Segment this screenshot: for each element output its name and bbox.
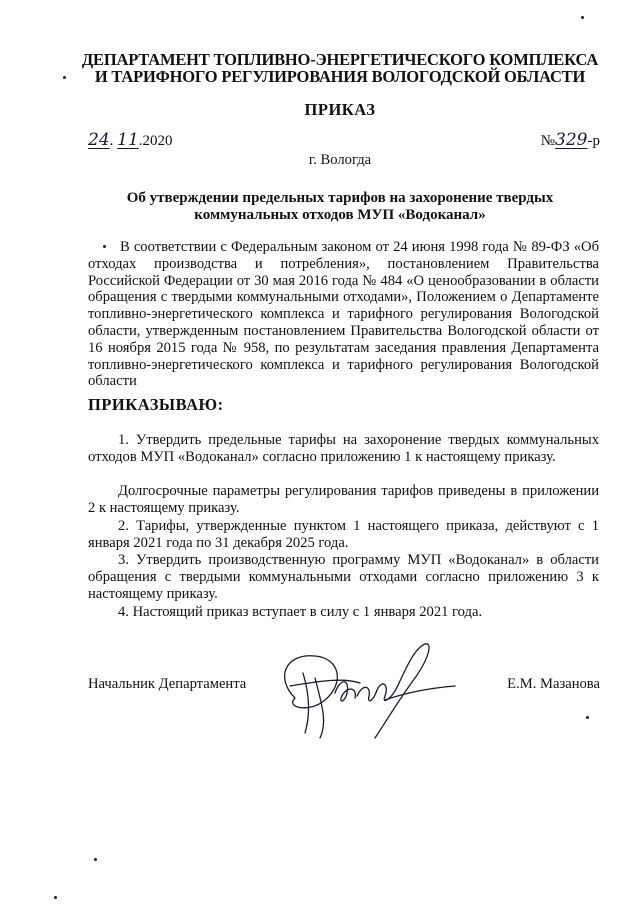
scan-speck: [103, 245, 106, 248]
city: г. Вологда: [308, 152, 372, 168]
order-item-1: 1. Утвердить предельные тарифы на захоронение твердых коммунальных отходов МУП «Водоканал» согласно приложению 1 к настоящему приказу.: [88, 432, 599, 465]
order-item-3: 3. Утвердить производственную программу МУП «Водоканал» в области обращения с твердыми коммунальными отходами согласно приложению 3 к настоящему приказу.: [88, 552, 599, 602]
signatory-position: Начальник Департамента: [88, 676, 247, 692]
scan-speck: [586, 716, 589, 719]
order-item-1-params: Долгосрочные параметры регулирования тарифов приведены в приложении 2 к настоящему приказу.: [88, 483, 599, 516]
order-title-line1: Об утверждении предельных тарифов на захоронение твердых: [126, 190, 554, 206]
scan-speck: [94, 858, 97, 861]
order-item-4: 4. Настоящий приказ вступает в силу с 1 января 2021 года.: [118, 604, 483, 620]
order-date: 24. 11.2020: [88, 130, 173, 150]
number-suffix: -р: [587, 133, 600, 149]
doc-type-heading: ПРИКАЗ: [304, 100, 376, 119]
date-day: 24: [88, 130, 110, 150]
signatory-name: Е.М. Мазанова: [507, 676, 600, 692]
order-number: [541, 130, 600, 150]
scan-speck: [581, 16, 584, 19]
date-month: 11: [117, 130, 139, 150]
scan-speck: [63, 76, 66, 79]
date-year: .2020: [138, 133, 173, 149]
number-value: 329: [555, 130, 588, 150]
order-title-line2: коммунальных отходов МУП «Водоканал»: [194, 207, 486, 223]
order-word: ПРИКАЗЫВАЮ:: [88, 395, 224, 414]
preamble-paragraph: В соответствии с Федеральным законом от 24 июня 1998 года № 89-ФЗ «Об отходах производства и потребления», постановлением Правительства Российской Федерации от 30 мая 2016 года № 484 «О ценообразовании в области обращения с твердыми коммунальными отходами», Положением о Департаменте топливно-энергетического комплекса и тарифного регулирования Вологодской области, утвержденным постановлением Правительства Вологодской области от 16 ноября 2015 года № 958, по результатам заседания правления Департамента топливно-энергетического комплекса и тарифного регулирования Вологодской области: [88, 239, 599, 390]
scan-speck: [54, 896, 57, 899]
handwritten-signature: [265, 638, 465, 748]
number-sign: №: [540, 133, 556, 149]
order-item-2: 2. Тарифы, утвержденные пунктом 1 настоящего приказа, действуют с 1 января 2021 года по 31 декабря 2025 года.: [88, 518, 599, 551]
department-name-line2: И ТАРИФНОГО РЕГУЛИРОВАНИЯ ВОЛОГОДСКОЙ ОБЛАСТИ: [94, 67, 586, 86]
department-name-line1: ДЕПАРТАМЕНТ ТОПЛИВНО-ЭНЕРГЕТИЧЕСКОГО КОМПЛЕКСА: [81, 50, 599, 69]
